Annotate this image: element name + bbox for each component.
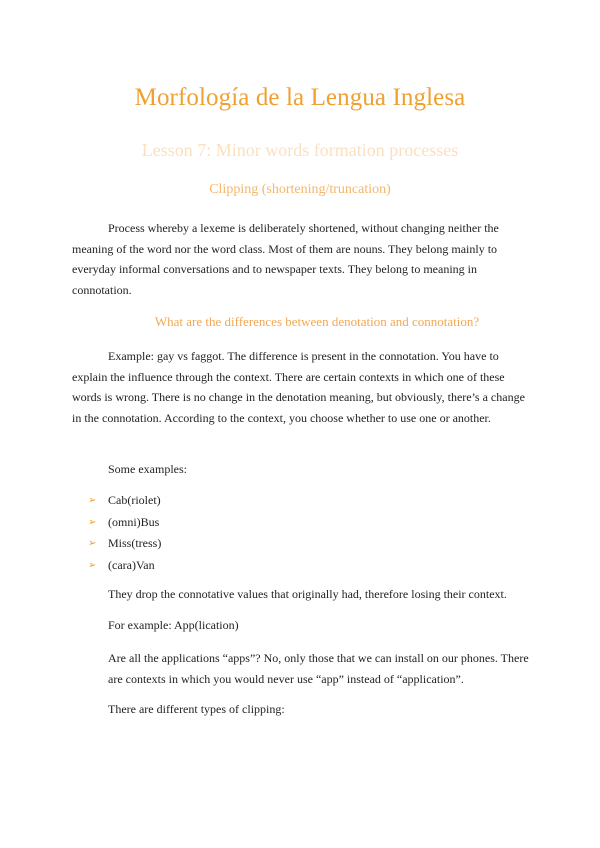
section-heading: Clipping (shortening/truncation)	[209, 182, 391, 197]
arrow-bullet-icon: ➢	[88, 516, 97, 528]
lesson-heading: Lesson 7: Minor words formation processes	[141, 140, 459, 160]
arrow-bullet-icon: ➢	[88, 538, 97, 550]
apps-paragraph: Are all the applications “apps”? No, only those that we can install on our phones. There are contexts in which you would never use “app” instead of “application”.	[108, 651, 529, 686]
for-example-line: For example: App(lication)	[108, 618, 239, 632]
list-item	[88, 512, 161, 534]
question-heading: What are the differences between denotation and connotation?	[154, 314, 480, 329]
drop-context-sentence: They drop the connotative values that originally had, therefore losing their context.	[108, 587, 507, 601]
list-item-text: (omni)Bus	[108, 514, 160, 529]
intro-paragraph: Process whereby a lexeme is deliberately shortened, without changing neither the meaning of the word nor the word class. Most of them are nouns. They belong mainly to everyday informal conversations and to newspaper texts. They belong to meaning in connotation.	[72, 221, 499, 297]
list-item	[88, 490, 161, 512]
list-item-text: Miss(tress)	[108, 536, 162, 551]
list-item	[88, 533, 161, 555]
arrow-bullet-icon: ➢	[88, 495, 97, 507]
document-title: Morfología de la Lengua Inglesa	[134, 84, 466, 111]
list-item-text: Cab(riolet)	[108, 493, 161, 508]
example-paragraph: Example: gay vs faggot. The difference is present in the connotation. You have to explain the influence through the context. There are certain contexts in which one of these words is wrong. There is no change in the denotation meaning, but obviously, there’s a change in the connotation. According to the context, you choose whether to use one or another.	[72, 349, 525, 425]
examples-list	[88, 490, 161, 576]
list-item	[88, 555, 161, 577]
arrow-bullet-icon: ➢	[88, 559, 97, 571]
types-of-clipping-line: There are different types of clipping:	[108, 702, 285, 716]
some-examples-label: Some examples:	[108, 462, 187, 476]
list-item-text: (cara)Van	[108, 557, 155, 572]
